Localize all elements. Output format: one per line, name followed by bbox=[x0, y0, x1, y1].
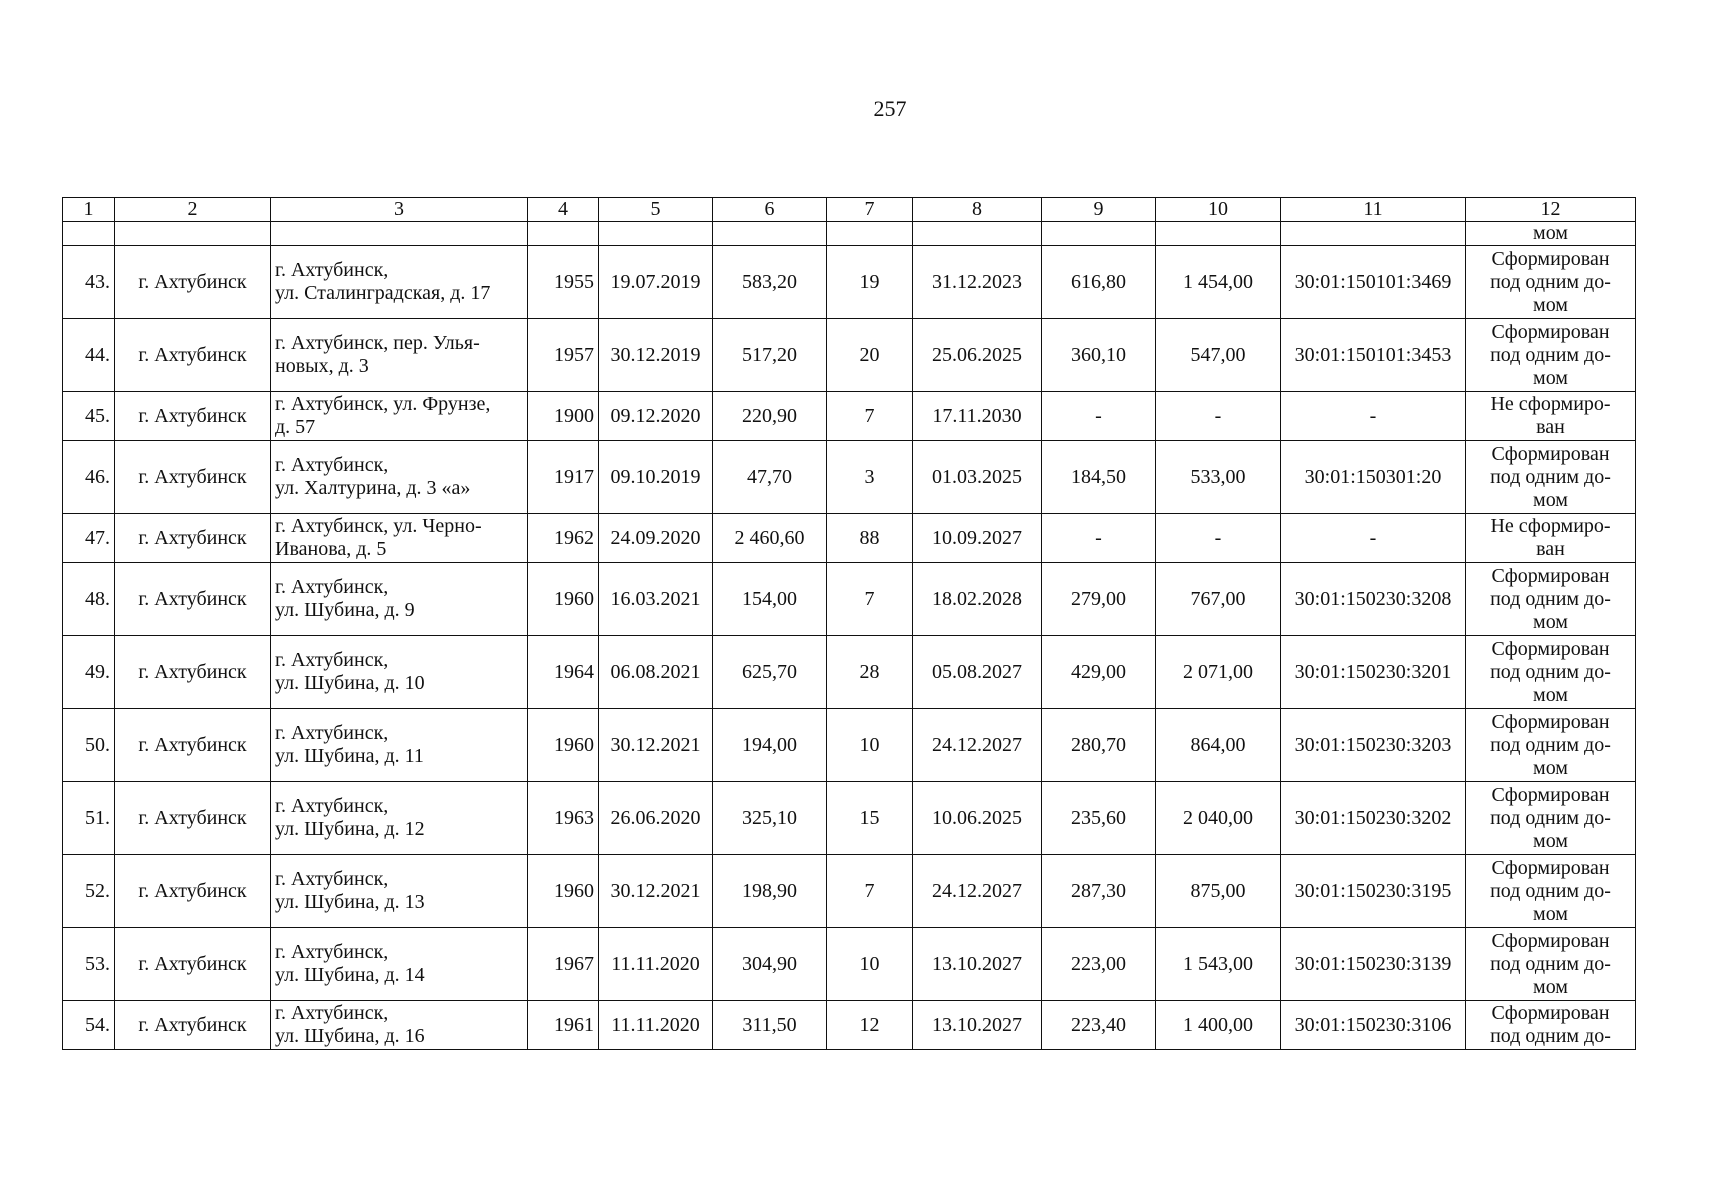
address-line-2: ул. Шубина, д. 14 bbox=[275, 964, 425, 986]
address-cell bbox=[271, 392, 528, 441]
column-number-header: 8 bbox=[913, 198, 1042, 222]
status-cell bbox=[1466, 709, 1636, 782]
value-9-cell: 235,60 bbox=[1042, 782, 1156, 855]
settlement-cell: г. Ахтубинск bbox=[115, 1001, 271, 1050]
year-cell: 1917 bbox=[528, 441, 599, 514]
column-number-header: 11 bbox=[1281, 198, 1466, 222]
address-line-1: г. Ахтубинск, bbox=[275, 722, 389, 744]
table-body bbox=[63, 222, 1636, 1050]
value-10-cell: 2 071,00 bbox=[1156, 636, 1281, 709]
count-cell: 7 bbox=[827, 392, 913, 441]
empty-cell bbox=[1156, 222, 1281, 246]
status-line-2: под одним до- bbox=[1490, 465, 1611, 488]
table-row bbox=[63, 392, 1636, 441]
status-line-1: Сформирован bbox=[1491, 856, 1610, 879]
area-cell: 194,00 bbox=[713, 709, 827, 782]
column-number-header: 2 bbox=[115, 198, 271, 222]
area-cell: 2 460,60 bbox=[713, 514, 827, 563]
year-cell: 1964 bbox=[528, 636, 599, 709]
address-line-2: ул. Шубина, д. 11 bbox=[275, 745, 424, 767]
count-cell: 7 bbox=[827, 855, 913, 928]
address-cell bbox=[271, 709, 528, 782]
year-cell: 1955 bbox=[528, 246, 599, 319]
status-line-2: под одним до- bbox=[1490, 1025, 1611, 1047]
table-row bbox=[63, 319, 1636, 392]
status-line-2: под одним до- bbox=[1490, 806, 1611, 829]
address-line-2: ул. Шубина, д. 12 bbox=[275, 818, 425, 840]
row-number: 46. bbox=[63, 441, 115, 514]
empty-cell bbox=[913, 222, 1042, 246]
area-cell: 583,20 bbox=[713, 246, 827, 319]
cadastral-number-cell: 30:01:150230:3139 bbox=[1281, 928, 1466, 1001]
status-line-3: мом bbox=[1533, 366, 1568, 389]
housing-register-table bbox=[62, 197, 1636, 1050]
date-cell: 30.12.2021 bbox=[599, 855, 713, 928]
area-cell: 311,50 bbox=[713, 1001, 827, 1050]
column-number-header: 9 bbox=[1042, 198, 1156, 222]
page-number: 257 bbox=[873, 96, 907, 121]
status-line-1: Не сформиро- bbox=[1490, 393, 1611, 415]
area-cell: 304,90 bbox=[713, 928, 827, 1001]
empty-cell bbox=[1281, 222, 1466, 246]
date-cell: 30.12.2021 bbox=[599, 709, 713, 782]
count-cell: 88 bbox=[827, 514, 913, 563]
date-cell: 16.03.2021 bbox=[599, 563, 713, 636]
cadastral-number-cell: 30:01:150230:3202 bbox=[1281, 782, 1466, 855]
value-10-cell: - bbox=[1156, 392, 1281, 441]
row-number: 44. bbox=[63, 319, 115, 392]
deadline-date-cell: 01.03.2025 bbox=[913, 441, 1042, 514]
address-line-1: г. Ахтубинск, bbox=[275, 649, 389, 671]
year-cell: 1960 bbox=[528, 855, 599, 928]
count-cell: 19 bbox=[827, 246, 913, 319]
value-10-cell: 547,00 bbox=[1156, 319, 1281, 392]
deadline-date-cell: 25.06.2025 bbox=[913, 319, 1042, 392]
area-cell: 517,20 bbox=[713, 319, 827, 392]
status-line-1: Сформирован bbox=[1491, 442, 1610, 465]
area-cell: 47,70 bbox=[713, 441, 827, 514]
address-line-2: ул. Шубина, д. 9 bbox=[275, 599, 415, 621]
status-line-2: под одним до- bbox=[1490, 660, 1611, 683]
deadline-date-cell: 05.08.2027 bbox=[913, 636, 1042, 709]
column-number-header: 12 bbox=[1466, 198, 1636, 222]
date-cell: 26.06.2020 bbox=[599, 782, 713, 855]
cadastral-number-cell: 30:01:150101:3453 bbox=[1281, 319, 1466, 392]
table-row bbox=[63, 928, 1636, 1001]
status-cell bbox=[1466, 782, 1636, 855]
address-line-1: г. Ахтубинск, bbox=[275, 576, 389, 598]
continued-status-cell: мом bbox=[1466, 222, 1636, 246]
cadastral-number-cell: 30:01:150230:3106 bbox=[1281, 1001, 1466, 1050]
deadline-date-cell: 13.10.2027 bbox=[913, 928, 1042, 1001]
address-line-1: г. Ахтубинск, bbox=[275, 795, 389, 817]
value-9-cell: - bbox=[1042, 392, 1156, 441]
settlement-cell: г. Ахтубинск bbox=[115, 928, 271, 1001]
status-line-2: под одним до- bbox=[1490, 879, 1611, 902]
column-number-header: 1 bbox=[63, 198, 115, 222]
row-number: 43. bbox=[63, 246, 115, 319]
status-line-2: ван bbox=[1536, 416, 1565, 438]
settlement-cell: г. Ахтубинск bbox=[115, 563, 271, 636]
empty-cell bbox=[528, 222, 599, 246]
address-line-1: г. Ахтубинск, пер. Улья- bbox=[275, 332, 480, 354]
date-cell: 24.09.2020 bbox=[599, 514, 713, 563]
deadline-date-cell: 17.11.2030 bbox=[913, 392, 1042, 441]
settlement-cell: г. Ахтубинск bbox=[115, 514, 271, 563]
address-line-2: Иванова, д. 5 bbox=[275, 538, 387, 560]
year-cell: 1961 bbox=[528, 1001, 599, 1050]
deadline-date-cell: 13.10.2027 bbox=[913, 1001, 1042, 1050]
column-number-header: 5 bbox=[599, 198, 713, 222]
status-line-3: мом bbox=[1533, 975, 1568, 998]
date-cell: 11.11.2020 bbox=[599, 928, 713, 1001]
address-cell bbox=[271, 319, 528, 392]
value-9-cell: 360,10 bbox=[1042, 319, 1156, 392]
status-line-2: под одним до- bbox=[1490, 733, 1611, 756]
address-line-2: ул. Халтурина, д. 3 «а» bbox=[275, 477, 471, 499]
value-9-cell: 616,80 bbox=[1042, 246, 1156, 319]
area-cell: 220,90 bbox=[713, 392, 827, 441]
value-9-cell: 429,00 bbox=[1042, 636, 1156, 709]
status-line-3: мом bbox=[1533, 293, 1568, 316]
address-cell bbox=[271, 514, 528, 563]
value-10-cell: 1 454,00 bbox=[1156, 246, 1281, 319]
status-cell bbox=[1466, 928, 1636, 1001]
date-cell: 30.12.2019 bbox=[599, 319, 713, 392]
empty-cell bbox=[271, 222, 528, 246]
address-cell bbox=[271, 855, 528, 928]
cadastral-number-cell: 30:01:150301:20 bbox=[1281, 441, 1466, 514]
deadline-date-cell: 18.02.2028 bbox=[913, 563, 1042, 636]
cadastral-number-cell: 30:01:150230:3201 bbox=[1281, 636, 1466, 709]
value-9-cell: 184,50 bbox=[1042, 441, 1156, 514]
area-cell: 625,70 bbox=[713, 636, 827, 709]
year-cell: 1900 bbox=[528, 392, 599, 441]
status-line-1: Сформирован bbox=[1491, 637, 1610, 660]
row-number: 54. bbox=[63, 1001, 115, 1050]
cadastral-number-cell: 30:01:150230:3195 bbox=[1281, 855, 1466, 928]
year-cell: 1960 bbox=[528, 709, 599, 782]
empty-cell bbox=[827, 222, 913, 246]
area-cell: 325,10 bbox=[713, 782, 827, 855]
address-line-1: г. Ахтубинск, ул. Черно- bbox=[275, 515, 482, 537]
status-line-2: под одним до- bbox=[1490, 952, 1611, 975]
address-cell bbox=[271, 246, 528, 319]
status-line-2: ван bbox=[1536, 538, 1565, 560]
count-cell: 7 bbox=[827, 563, 913, 636]
value-10-cell: 875,00 bbox=[1156, 855, 1281, 928]
empty-cell bbox=[599, 222, 713, 246]
value-10-cell: 1 400,00 bbox=[1156, 1001, 1281, 1050]
deadline-date-cell: 24.12.2027 bbox=[913, 709, 1042, 782]
value-9-cell: 223,40 bbox=[1042, 1001, 1156, 1050]
status-line-3: мом bbox=[1533, 756, 1568, 779]
date-cell: 09.12.2020 bbox=[599, 392, 713, 441]
value-9-cell: 287,30 bbox=[1042, 855, 1156, 928]
cadastral-number-cell: - bbox=[1281, 392, 1466, 441]
status-line-1: Сформирован bbox=[1491, 564, 1610, 587]
deadline-date-cell: 10.09.2027 bbox=[913, 514, 1042, 563]
cadastral-number-cell: 30:01:150230:3203 bbox=[1281, 709, 1466, 782]
address-line-1: г. Ахтубинск, bbox=[275, 941, 389, 963]
row-number: 48. bbox=[63, 563, 115, 636]
address-line-1: г. Ахтубинск, bbox=[275, 1002, 389, 1024]
table-row bbox=[63, 782, 1636, 855]
row-number: 53. bbox=[63, 928, 115, 1001]
count-cell: 10 bbox=[827, 709, 913, 782]
status-cell bbox=[1466, 563, 1636, 636]
status-line-1: Сформирован bbox=[1491, 320, 1610, 343]
empty-cell bbox=[713, 222, 827, 246]
settlement-cell: г. Ахтубинск bbox=[115, 636, 271, 709]
status-cell bbox=[1466, 636, 1636, 709]
count-cell: 10 bbox=[827, 928, 913, 1001]
status-cell bbox=[1466, 392, 1636, 441]
address-cell bbox=[271, 1001, 528, 1050]
status-line-1: Сформирован bbox=[1491, 710, 1610, 733]
value-10-cell: 2 040,00 bbox=[1156, 782, 1281, 855]
year-cell: 1960 bbox=[528, 563, 599, 636]
settlement-cell: г. Ахтубинск bbox=[115, 855, 271, 928]
status-line-1: Сформирован bbox=[1491, 929, 1610, 952]
value-10-cell: 1 543,00 bbox=[1156, 928, 1281, 1001]
settlement-cell: г. Ахтубинск bbox=[115, 441, 271, 514]
row-number: 49. bbox=[63, 636, 115, 709]
value-9-cell: - bbox=[1042, 514, 1156, 563]
status-line-1: Сформирован bbox=[1491, 247, 1610, 270]
empty-cell bbox=[115, 222, 271, 246]
deadline-date-cell: 10.06.2025 bbox=[913, 782, 1042, 855]
column-number-row bbox=[63, 198, 1636, 222]
area-cell: 198,90 bbox=[713, 855, 827, 928]
address-line-2: новых, д. 3 bbox=[275, 355, 369, 377]
status-line-3: мом bbox=[1533, 683, 1568, 706]
value-10-cell: 864,00 bbox=[1156, 709, 1281, 782]
row-number: 52. bbox=[63, 855, 115, 928]
column-number-header: 6 bbox=[713, 198, 827, 222]
value-10-cell: - bbox=[1156, 514, 1281, 563]
value-9-cell: 223,00 bbox=[1042, 928, 1156, 1001]
year-cell: 1967 bbox=[528, 928, 599, 1001]
status-cell bbox=[1466, 1001, 1636, 1050]
count-cell: 15 bbox=[827, 782, 913, 855]
table-row bbox=[63, 1001, 1636, 1050]
status-cell bbox=[1466, 319, 1636, 392]
address-line-2: ул. Шубина, д. 13 bbox=[275, 891, 425, 913]
year-cell: 1963 bbox=[528, 782, 599, 855]
status-cell bbox=[1466, 514, 1636, 563]
deadline-date-cell: 24.12.2027 bbox=[913, 855, 1042, 928]
table-row bbox=[63, 514, 1636, 563]
date-cell: 11.11.2020 bbox=[599, 1001, 713, 1050]
date-cell: 19.07.2019 bbox=[599, 246, 713, 319]
address-line-1: г. Ахтубинск, bbox=[275, 868, 389, 890]
empty-cell bbox=[1042, 222, 1156, 246]
address-cell bbox=[271, 928, 528, 1001]
settlement-cell: г. Ахтубинск bbox=[115, 392, 271, 441]
address-line-2: ул. Сталинградская, д. 17 bbox=[275, 282, 491, 304]
address-line-2: ул. Шубина, д. 16 bbox=[275, 1025, 425, 1047]
status-line-3: мом bbox=[1533, 488, 1568, 511]
continuation-row bbox=[63, 222, 1636, 246]
row-number: 47. bbox=[63, 514, 115, 563]
count-cell: 12 bbox=[827, 1001, 913, 1050]
value-9-cell: 280,70 bbox=[1042, 709, 1156, 782]
cadastral-number-cell: - bbox=[1281, 514, 1466, 563]
address-cell bbox=[271, 636, 528, 709]
row-number: 45. bbox=[63, 392, 115, 441]
deadline-date-cell: 31.12.2023 bbox=[913, 246, 1042, 319]
address-cell bbox=[271, 563, 528, 636]
address-line-1: г. Ахтубинск, ул. Фрунзе, bbox=[275, 393, 491, 415]
date-cell: 09.10.2019 bbox=[599, 441, 713, 514]
year-cell: 1957 bbox=[528, 319, 599, 392]
table-row bbox=[63, 636, 1636, 709]
date-cell: 06.08.2021 bbox=[599, 636, 713, 709]
table-row bbox=[63, 855, 1636, 928]
status-line-2: под одним до- bbox=[1490, 587, 1611, 610]
status-line-3: мом bbox=[1533, 610, 1568, 633]
status-cell bbox=[1466, 246, 1636, 319]
address-line-1: г. Ахтубинск, bbox=[275, 259, 389, 281]
row-number: 50. bbox=[63, 709, 115, 782]
empty-cell bbox=[63, 222, 115, 246]
cadastral-number-cell: 30:01:150230:3208 bbox=[1281, 563, 1466, 636]
settlement-cell: г. Ахтубинск bbox=[115, 709, 271, 782]
status-line-1: Сформирован bbox=[1491, 1002, 1610, 1024]
table-row bbox=[63, 246, 1636, 319]
address-line-2: д. 57 bbox=[275, 416, 316, 438]
area-cell: 154,00 bbox=[713, 563, 827, 636]
address-line-2: ул. Шубина, д. 10 bbox=[275, 672, 425, 694]
status-line-3: мом bbox=[1533, 829, 1568, 852]
year-cell: 1962 bbox=[528, 514, 599, 563]
status-line-1: Сформирован bbox=[1491, 783, 1610, 806]
settlement-cell: г. Ахтубинск bbox=[115, 246, 271, 319]
status-line-2: под одним до- bbox=[1490, 343, 1611, 366]
status-line-2: под одним до- bbox=[1490, 270, 1611, 293]
status-cell bbox=[1466, 855, 1636, 928]
count-cell: 3 bbox=[827, 441, 913, 514]
row-number: 51. bbox=[63, 782, 115, 855]
status-line-1: Не сформиро- bbox=[1490, 515, 1611, 537]
table-row bbox=[63, 709, 1636, 782]
column-number-header: 7 bbox=[827, 198, 913, 222]
cadastral-number-cell: 30:01:150101:3469 bbox=[1281, 246, 1466, 319]
settlement-cell: г. Ахтубинск bbox=[115, 319, 271, 392]
table-row bbox=[63, 441, 1636, 514]
status-line-3: мом bbox=[1533, 902, 1568, 925]
column-number-header: 10 bbox=[1156, 198, 1281, 222]
value-9-cell: 279,00 bbox=[1042, 563, 1156, 636]
value-10-cell: 767,00 bbox=[1156, 563, 1281, 636]
address-cell bbox=[271, 782, 528, 855]
settlement-cell: г. Ахтубинск bbox=[115, 782, 271, 855]
table-row bbox=[63, 563, 1636, 636]
status-cell bbox=[1466, 441, 1636, 514]
address-cell bbox=[271, 441, 528, 514]
column-number-header: 4 bbox=[528, 198, 599, 222]
address-line-1: г. Ахтубинск, bbox=[275, 454, 389, 476]
value-10-cell: 533,00 bbox=[1156, 441, 1281, 514]
column-number-header: 3 bbox=[271, 198, 528, 222]
count-cell: 20 bbox=[827, 319, 913, 392]
count-cell: 28 bbox=[827, 636, 913, 709]
